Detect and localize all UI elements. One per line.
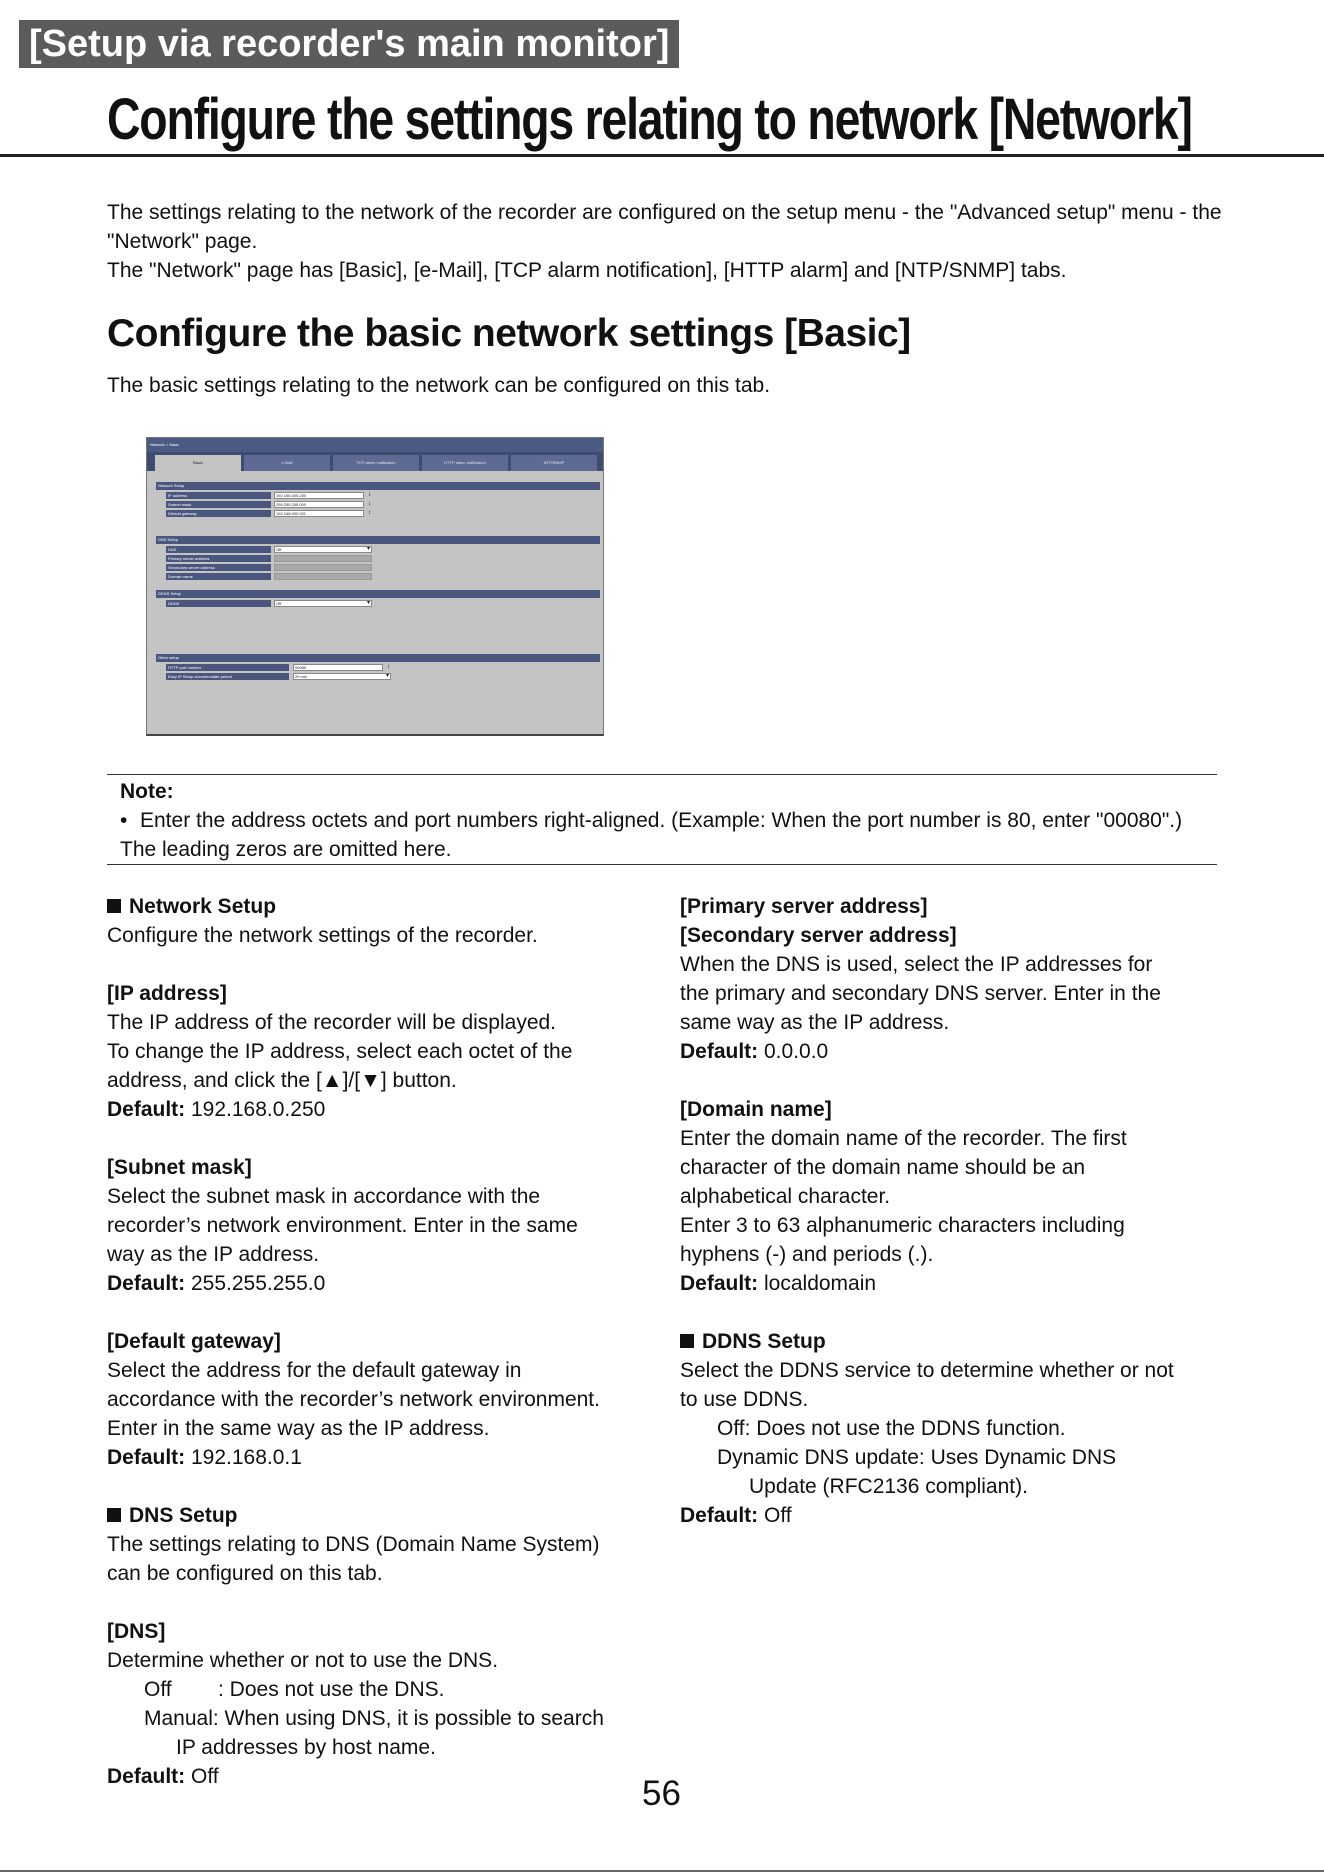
default-label: Default:	[107, 1272, 186, 1295]
note-title: Note:	[120, 780, 174, 803]
default-line	[107, 1095, 647, 1124]
screenshot-secondary-input[interactable]	[274, 564, 372, 571]
screenshot-row-label: Easy IP Setup accommodate period	[166, 673, 289, 680]
intro-paragraph: The "Network" page has [Basic], [e-Mail], [TCP alarm notification], [HTTP alarm] and [NTP/SNMP] tabs.	[107, 259, 1067, 282]
ddns-setup-heading	[680, 1327, 1220, 1356]
body-line: Enter in the same way as the IP address.	[107, 1417, 490, 1440]
note-item	[120, 806, 1210, 864]
network-basic-screenshot	[146, 437, 604, 736]
default-value: localdomain	[758, 1272, 877, 1295]
body-line: hyphens (-) and periods (.).	[680, 1243, 934, 1266]
default-line	[680, 1501, 1220, 1530]
body-line: the primary and secondary DNS server. Enter in the	[680, 982, 1161, 1005]
primary-server-heading: [Primary server address]	[680, 895, 928, 918]
default-value: 192.168.0.1	[185, 1446, 302, 1469]
default-line	[107, 1762, 647, 1791]
screenshot-tab-email[interactable]: e-Mail	[244, 455, 330, 471]
screenshot-tab-ntp-snmp[interactable]: NTP/SNMP	[511, 455, 597, 471]
subnet-mask-heading: [Subnet mask]	[107, 1156, 252, 1179]
default-label: Default:	[680, 1040, 759, 1063]
intro-text	[107, 198, 1227, 285]
screenshot-primary-input[interactable]	[274, 555, 372, 562]
heading-text: DNS Setup	[129, 1504, 238, 1527]
body-line: address, and click the [▲]/[▼] button.	[107, 1069, 457, 1092]
title-divider	[0, 154, 1324, 157]
default-value: Off	[758, 1504, 792, 1527]
network-setup-heading	[107, 892, 647, 921]
screenshot-breadcrumb: Network > Basic	[147, 438, 604, 452]
right-column	[680, 892, 1220, 1530]
option-manual-cont: IP addresses by host name.	[176, 1736, 436, 1759]
screenshot-http-port-input[interactable]: 00080	[293, 664, 383, 671]
screenshot-tab-tcp-alarm[interactable]: TCP alarm notification	[333, 455, 419, 471]
option-dynamic: Dynamic DNS update: Uses Dynamic DNS	[717, 1446, 1117, 1469]
network-setup-text: Configure the network settings of the recorder.	[107, 924, 538, 947]
screenshot-domain-input[interactable]	[274, 573, 372, 580]
option-manual: Manual: When using DNS, it is possible to search	[144, 1707, 604, 1730]
square-bullet-icon	[107, 1508, 121, 1522]
secondary-server-heading: [Secondary server address]	[680, 924, 957, 947]
default-gateway-heading: [Default gateway]	[107, 1330, 281, 1353]
screenshot-tab-bar	[147, 452, 603, 471]
body-line: Enter 3 to 63 alphanumeric characters including	[680, 1214, 1125, 1237]
body-line: can be configured on this tab.	[107, 1562, 383, 1585]
screenshot-subnet-input[interactable]: 255.255.255.000	[274, 501, 364, 508]
stepper-icon[interactable]: ↕	[368, 510, 371, 516]
screenshot-row-label: Domain name	[166, 573, 271, 580]
default-label: Default:	[680, 1504, 759, 1527]
body-line: When the DNS is used, select the IP addresses for	[680, 953, 1153, 976]
square-bullet-icon	[680, 1334, 694, 1348]
screenshot-row-label: Secondary server address	[166, 564, 271, 571]
screenshot-tab-basic[interactable]: Basic	[155, 455, 241, 471]
body-line: Select the subnet mask in accordance with the	[107, 1185, 541, 1208]
body-line: alphabetical character.	[680, 1185, 891, 1208]
dns-setup-heading	[107, 1501, 647, 1530]
default-line	[107, 1443, 647, 1472]
default-value: 255.255.255.0	[185, 1272, 326, 1295]
body-line: The settings relating to DNS (Domain Name System)	[107, 1533, 600, 1556]
default-value: 192.168.0.250	[185, 1098, 326, 1121]
stepper-icon[interactable]: ↕	[387, 664, 390, 670]
screenshot-group-network: Network Setup	[156, 482, 600, 490]
intro-paragraph: The settings relating to the network of the recorder are configured on the setup menu - the "Advanced setup" menu - the "Network" page.	[107, 201, 1222, 253]
page-number: 56	[642, 1774, 681, 1813]
screenshot-gateway-input[interactable]: 192.168.000.001	[274, 510, 364, 517]
body-line: Enter the domain name of the recorder. The first	[680, 1127, 1127, 1150]
screenshot-row-label: HTTP port number	[166, 664, 289, 671]
chevron-down-icon[interactable]: ▾	[366, 546, 370, 552]
default-value: 0.0.0.0	[758, 1040, 829, 1063]
body-line: to use DDNS.	[680, 1388, 809, 1411]
heading-text: Network Setup	[129, 895, 277, 918]
screenshot-row-label: DNS	[166, 546, 271, 553]
page-title: Configure the settings relating to network [Network]	[107, 87, 1192, 152]
square-bullet-icon	[107, 899, 121, 913]
screenshot-dns-select[interactable]: Off	[274, 546, 372, 553]
screenshot-ip-input[interactable]: 192.168.000.250	[274, 492, 364, 499]
body-line: To change the IP address, select each octet of the	[107, 1040, 573, 1063]
bullet-icon: •	[120, 809, 128, 832]
screenshot-row-label: Subnet mask	[166, 501, 271, 508]
option-dynamic-cont: Update (RFC2136 compliant).	[749, 1475, 1028, 1498]
body-line: recorder’s network environment. Enter in the same	[107, 1214, 578, 1237]
body-line: Select the DDNS service to determine whether or not	[680, 1359, 1174, 1382]
screenshot-easy-ip-select[interactable]: 20 min	[293, 673, 391, 680]
body-line: accordance with the recorder’s network environment.	[107, 1388, 600, 1411]
screenshot-group-dns: DNS Setup	[156, 536, 600, 544]
default-value: Off	[185, 1765, 219, 1788]
option-off	[107, 1675, 647, 1704]
screenshot-row-label: IP address	[166, 492, 271, 499]
body-line: The IP address of the recorder will be displayed.	[107, 1011, 557, 1034]
option-text: : Does not use the DNS.	[218, 1678, 445, 1701]
note-text: Enter the address octets and port numbers right-aligned. (Example: When the port number is 80, enter "00080".) The leading zeros are omitted here.	[120, 809, 1183, 861]
heading-text: DDNS Setup	[702, 1330, 826, 1353]
body-line: Determine whether or not to use the DNS.	[107, 1649, 499, 1672]
screenshot-row-label: Default gateway	[166, 510, 271, 517]
default-line	[680, 1269, 1220, 1298]
default-label: Default:	[680, 1272, 759, 1295]
ip-address-heading: [IP address]	[107, 982, 227, 1005]
section-tag: [Setup via recorder's main monitor]	[19, 20, 679, 68]
dns-heading: [DNS]	[107, 1620, 166, 1643]
screenshot-ddns-select[interactable]: Off	[274, 600, 372, 607]
default-label: Default:	[107, 1765, 186, 1788]
subsection-description: The basic settings relating to the network can be configured on this tab.	[107, 374, 771, 397]
body-line: same way as the IP address.	[680, 1011, 950, 1034]
default-line	[680, 1037, 1220, 1066]
stepper-icon[interactable]: ↕	[368, 492, 371, 498]
note-box	[107, 774, 1217, 865]
chevron-down-icon[interactable]: ▾	[366, 600, 370, 606]
default-label: Default:	[107, 1098, 186, 1121]
screenshot-group-ddns: DDNS Setup	[156, 590, 600, 598]
screenshot-group-other: Other setup	[156, 654, 600, 662]
option-key: Off	[144, 1678, 172, 1701]
screenshot-row-label: DDNS	[166, 600, 271, 607]
body-line: Select the address for the default gateway in	[107, 1359, 522, 1382]
subsection-title: Configure the basic network settings [Basic]	[107, 312, 911, 355]
body-line: character of the domain name should be an	[680, 1156, 1086, 1179]
body-line: way as the IP address.	[107, 1243, 320, 1266]
left-column	[107, 892, 647, 1791]
domain-name-heading: [Domain name]	[680, 1098, 832, 1121]
stepper-icon[interactable]: ↕	[368, 501, 371, 507]
default-label: Default:	[107, 1446, 186, 1469]
option-off: Off: Does not use the DDNS function.	[717, 1417, 1066, 1440]
screenshot-tab-http-alarm[interactable]: HTTP alarm notification	[422, 455, 508, 471]
chevron-down-icon[interactable]: ▾	[385, 673, 389, 679]
default-line	[107, 1269, 647, 1298]
screenshot-row-label: Primary server address	[166, 555, 271, 562]
